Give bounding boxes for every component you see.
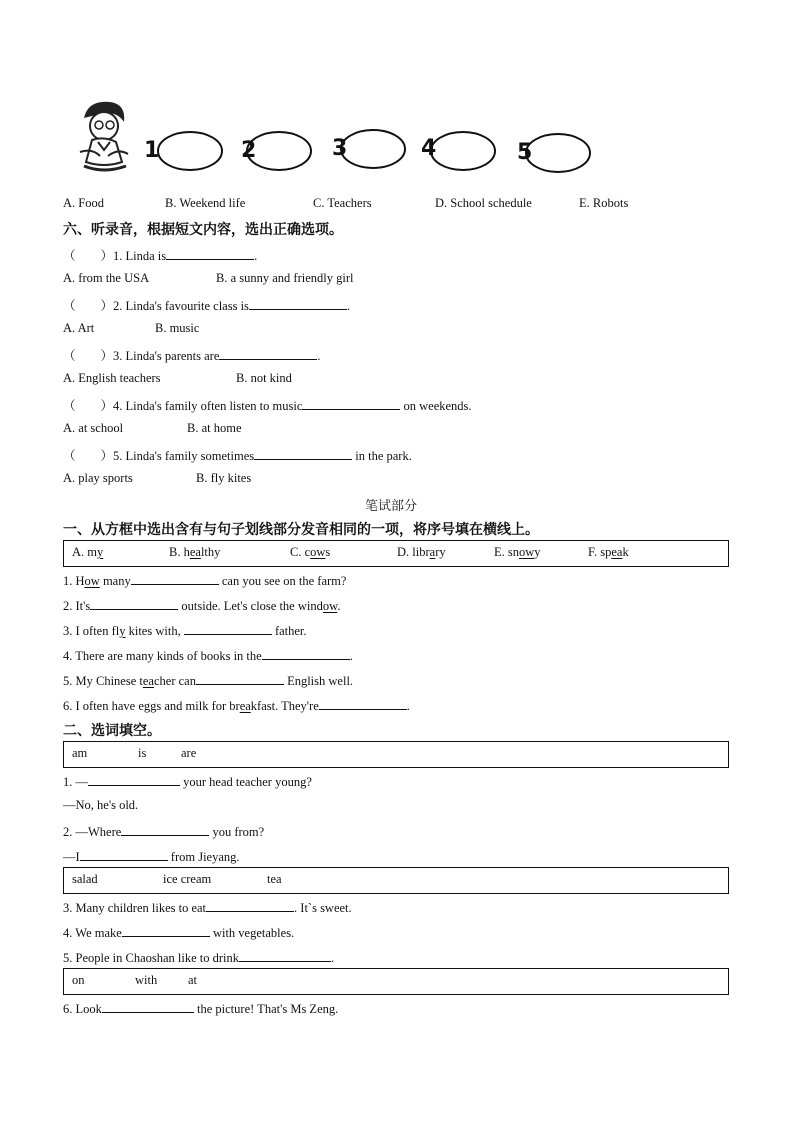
answer-blank[interactable] [80, 848, 168, 861]
s6-q4-option-b: B. at home [187, 421, 242, 435]
number-3: 3 [332, 136, 348, 161]
option-c: C. Teachers [313, 196, 372, 210]
word-box-3 [63, 968, 729, 995]
word-box-2 [63, 867, 729, 894]
p2-question-5: 5. People in Chaoshan like to drink . [63, 951, 335, 965]
answer-blank[interactable] [121, 823, 209, 836]
written-part-title: 笔试部分 [365, 499, 418, 514]
s6-question-2: （ ）2. Linda's favourite class is . [63, 299, 351, 313]
ellipse-5 [524, 132, 592, 174]
p2-question-4: 4. We make with vegetables. [63, 926, 295, 940]
s6-q2-option-b: B. music [155, 321, 200, 335]
p1-question-1: 1. How many can you see on the farm? [63, 574, 347, 588]
box2-word-tea: tea [267, 872, 282, 886]
option-a: A. Food [63, 196, 104, 210]
s6-q4-option-a: A. at school [63, 421, 124, 435]
ellipse-4 [429, 130, 497, 172]
word-c: C. cows [290, 545, 331, 559]
number-5: 5 [517, 140, 533, 165]
s6-q1-option-b: B. a sunny and friendly girl [216, 271, 354, 285]
word-e: E. snowy [494, 545, 541, 559]
box3-word-on: on [72, 973, 85, 987]
box1-word-am: am [72, 746, 88, 760]
word-f: F. speak [588, 545, 629, 559]
p2-reply-2: —I from Jieyang. [63, 850, 240, 864]
p1-question-4: 4. There are many kinds of books in the . [63, 649, 353, 663]
answer-blank[interactable] [254, 447, 352, 460]
listening-picture [60, 90, 620, 180]
s6-q2-option-a: A. Art [63, 321, 95, 335]
ellipse-1 [156, 130, 224, 172]
answer-blank[interactable] [166, 247, 254, 260]
word-box-1 [63, 741, 729, 768]
option-e: E. Robots [579, 196, 629, 210]
part2-title: 二、选词填空。 [63, 723, 161, 739]
option-d: D. School schedule [435, 196, 532, 210]
answer-blank[interactable] [206, 899, 294, 912]
box2-word-salad: salad [72, 872, 98, 886]
p2-question-6: 6. Look the picture! That's Ms Zeng. [63, 1002, 339, 1016]
answer-blank[interactable] [219, 347, 317, 360]
s6-q1-option-a: A. from the USA [63, 271, 150, 285]
ellipse-3 [339, 128, 407, 170]
word-box [63, 540, 729, 567]
p1-question-6: 6. I often have eggs and milk for breakfast. They're . [63, 699, 410, 713]
answer-blank[interactable] [319, 697, 407, 710]
s6-question-4: （ ）4. Linda's family often listen to music on weekends. [63, 399, 472, 413]
s6-q3-option-a: A. English teachers [63, 371, 161, 385]
answer-blank[interactable] [249, 297, 347, 310]
box1-word-are: are [181, 746, 197, 760]
answer-blank[interactable] [262, 647, 350, 660]
word-a: A. my [72, 545, 104, 559]
answer-blank[interactable] [90, 597, 178, 610]
answer-blank[interactable] [196, 672, 284, 685]
box3-word-with: with [135, 973, 158, 987]
answer-blank[interactable] [131, 572, 219, 585]
answer-blank[interactable] [239, 949, 331, 962]
box3-word-at: at [188, 973, 198, 987]
box2-word-ice-cream: ice cream [163, 872, 212, 886]
box1-word-is: is [138, 746, 147, 760]
answer-blank[interactable] [88, 773, 180, 786]
answer-blank[interactable] [122, 924, 210, 937]
s6-q5-option-a: A. play sports [63, 471, 133, 485]
s6-q3-option-b: B. not kind [236, 371, 292, 385]
ellipse-2 [245, 130, 313, 172]
section6-title: 六、听录音，根据短文内容，选出正确选项。 [63, 222, 343, 238]
word-d: D. library [397, 545, 446, 559]
p2-question-2: 2. —Where you from? [63, 825, 265, 839]
p2-question-1: 1. — your head teacher young? [63, 775, 312, 789]
p1-question-3: 3. I often fly kites with, father. [63, 624, 307, 638]
part1-title: 一、从方框中选出含有与句子划线部分发音相同的一项，将序号填在横线上。 [63, 522, 539, 538]
number-4: 4 [421, 136, 437, 161]
word-b: B. healthy [169, 545, 221, 559]
s6-question-3: （ ）3. Linda's parents are . [63, 349, 321, 363]
answer-blank[interactable] [102, 1000, 194, 1013]
p1-question-5: 5. My Chinese teacher can English well. [63, 674, 354, 688]
p1-question-2: 2. It's outside. Let's close the window. [63, 599, 341, 613]
s6-question-1: （ ）1. Linda is . [63, 249, 258, 263]
s6-question-5: （ ）5. Linda's family sometimes in the park. [63, 449, 412, 463]
number-2: 2 [241, 138, 257, 163]
s6-q5-option-b: B. fly kites [196, 471, 252, 485]
p2-reply-1: —No, he's old. [63, 798, 139, 812]
option-b: B. Weekend life [165, 196, 246, 210]
number-1: 1 [144, 138, 160, 163]
answer-blank[interactable] [184, 622, 272, 635]
answer-blank[interactable] [302, 397, 400, 410]
p2-question-3: 3. Many children likes to eat . It`s sweet. [63, 901, 352, 915]
cartoon-boy-icon [70, 96, 136, 176]
